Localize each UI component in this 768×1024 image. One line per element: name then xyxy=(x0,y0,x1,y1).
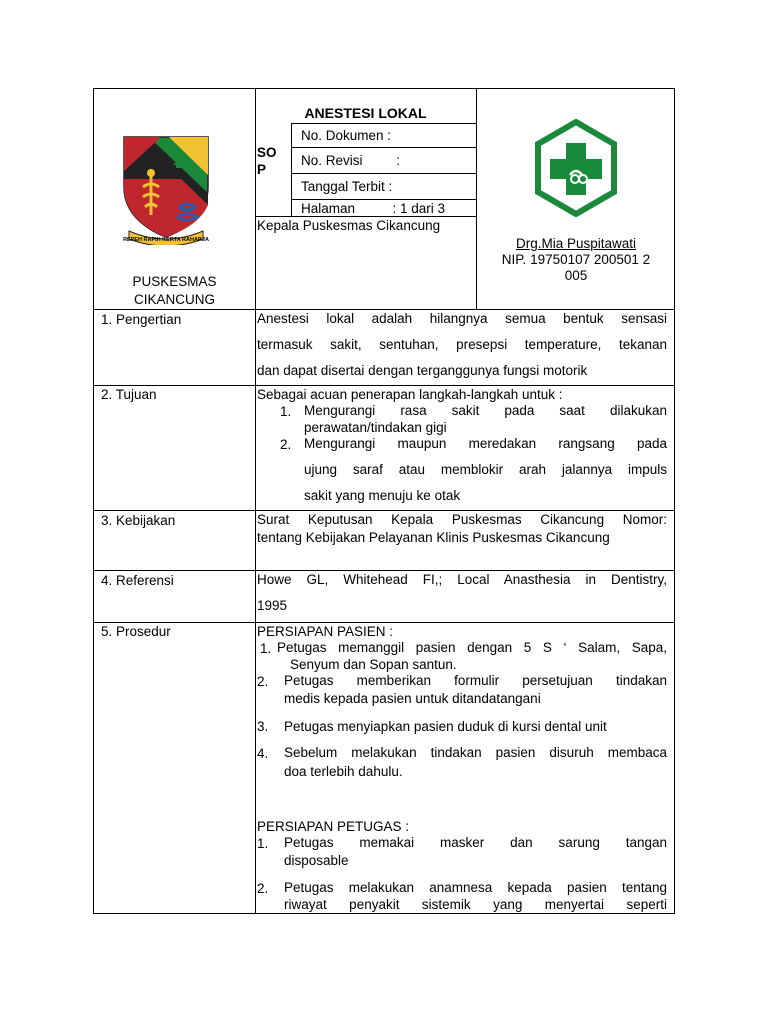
petugas-item-1-line-2: disposable xyxy=(284,853,349,868)
pasien-item-1-line-2: Senyum dan Sopan santun. xyxy=(290,657,457,672)
pasien-item-3-line-1: Petugas menyiapkan pasien duduk di kursi dental unit xyxy=(284,719,607,734)
signer-name: Drg.Mia Puspitawati xyxy=(515,236,637,251)
pasien-item-3-num: 3. xyxy=(257,719,269,734)
tujuan-item-1-line-2: perawatan/tindakan gigi xyxy=(304,420,447,435)
tujuan-item-2-line-2: ujung saraf atau memblokir arah jalannya impuls xyxy=(304,462,667,477)
org-name-line1: PUSKESMAS xyxy=(132,274,217,289)
header-rule-2 xyxy=(291,147,476,148)
pasien-item-4-line-1: Sebelum melakukan tindakan pasien disuruh membaca xyxy=(284,745,667,760)
tujuan-intro: Sebagai acuan penerapan langkah-langkah untuk : xyxy=(257,387,563,402)
tujuan-item-1-num: 1. xyxy=(280,404,292,419)
crest-motto-text: REPEH RAPIH KERTA RAHARJA xyxy=(123,237,209,243)
field-halaman: Halaman : 1 dari 3 xyxy=(301,201,446,216)
pengertian-line-3: dan dapat disertai dengan terganggunya fungsi motorik xyxy=(257,363,588,378)
petugas-item-2-line-2: riwayat penyakit sistemik yang menyertai seperti xyxy=(284,897,667,912)
persiapan-pasien-heading: PERSIAPAN PASIEN : xyxy=(257,624,394,639)
sop-divider xyxy=(291,123,292,216)
field-tanggal-terbit: Tanggal Terbit : xyxy=(301,179,393,194)
approver-title: Kepala Puskesmas Cikancung xyxy=(257,218,441,233)
petugas-item-1-line-1: Petugas memakai masker dan sarung tangan xyxy=(284,835,667,850)
label-pengertian: 1. Pengertian xyxy=(101,312,182,327)
tujuan-item-1-line-1: Mengurangi rasa sakit pada saat dilakukan xyxy=(304,403,667,418)
persiapan-petugas-heading: PERSIAPAN PETUGAS : xyxy=(257,819,410,834)
referensi-line-1: Howe GL, Whitehead FI,; Local Anasthesia in Dentistry, xyxy=(257,572,667,587)
document-title: ANESTESI LOKAL xyxy=(304,105,427,121)
column-divider-left xyxy=(255,89,256,914)
petugas-item-2-num: 2. xyxy=(257,881,269,896)
tujuan-item-2-line-3: sakit yang menuju ke otak xyxy=(304,488,461,503)
row-rule-header xyxy=(94,309,675,310)
petugas-item-1-num: 1. xyxy=(257,836,269,851)
pasien-item-1-line-1: Petugas memanggil pasien dengan 5 S ‘ Salam, Sapa, xyxy=(277,640,667,655)
field-no-revisi: No. Revisi : xyxy=(301,153,401,168)
pasien-item-2-line-1: Petugas memberikan formulir persetujuan tindakan xyxy=(284,673,667,688)
pengertian-line-1: Anestesi lokal adalah hilangnya semua bentuk sensasi xyxy=(257,311,667,326)
pasien-item-1-num: 1. xyxy=(260,641,272,656)
pasien-item-2-num: 2. xyxy=(257,674,269,689)
kebijakan-line-2: tentang Kebijakan Pelayanan Klinis Puskesmas Cikancung xyxy=(257,530,610,545)
signer-nip-line1: NIP. 19750107 200501 2 xyxy=(501,252,651,267)
org-name-line2: CIKANCUNG xyxy=(133,292,215,307)
tujuan-item-2-line-1: Mengurangi maupun meredakan rangsang pada xyxy=(304,436,667,451)
label-kebijakan: 3. Kebijakan xyxy=(101,513,176,528)
header-rule-1 xyxy=(291,123,476,124)
pengertian-line-2: termasuk sakit, sentuhan, presepsi temperature, tekanan xyxy=(257,337,667,352)
tujuan-item-2-num: 2. xyxy=(280,437,292,452)
pasien-item-4-num: 4. xyxy=(257,746,269,761)
pasien-item-2-line-2: medis kepada pasien untuk ditandatangani xyxy=(284,691,541,706)
regency-crest-logo xyxy=(121,135,211,245)
label-referensi: 4. Referensi xyxy=(101,573,174,588)
sop-table xyxy=(93,88,675,914)
sop-label: SO P xyxy=(257,145,277,177)
label-tujuan: 2. Tujuan xyxy=(101,387,157,402)
puskesmas-logo xyxy=(534,119,618,217)
kebijakan-line-1: Surat Keputusan Kepala Puskesmas Cikancung Nomor: xyxy=(257,512,667,527)
field-no-dokumen: No. Dokumen : xyxy=(301,128,392,143)
pasien-item-4-line-2: doa terlebih dahulu. xyxy=(284,764,403,779)
signer-nip-line2: 005 xyxy=(564,268,588,283)
petugas-item-2-line-1: Petugas melakukan anamnesa kepada pasien tentang xyxy=(284,880,667,895)
referensi-line-2: 1995 xyxy=(257,598,288,613)
row-rule-tujuan xyxy=(94,510,675,511)
row-rule-kebijakan xyxy=(94,570,675,571)
header-rule-3 xyxy=(291,173,476,174)
label-prosedur: 5. Prosedur xyxy=(101,624,171,639)
